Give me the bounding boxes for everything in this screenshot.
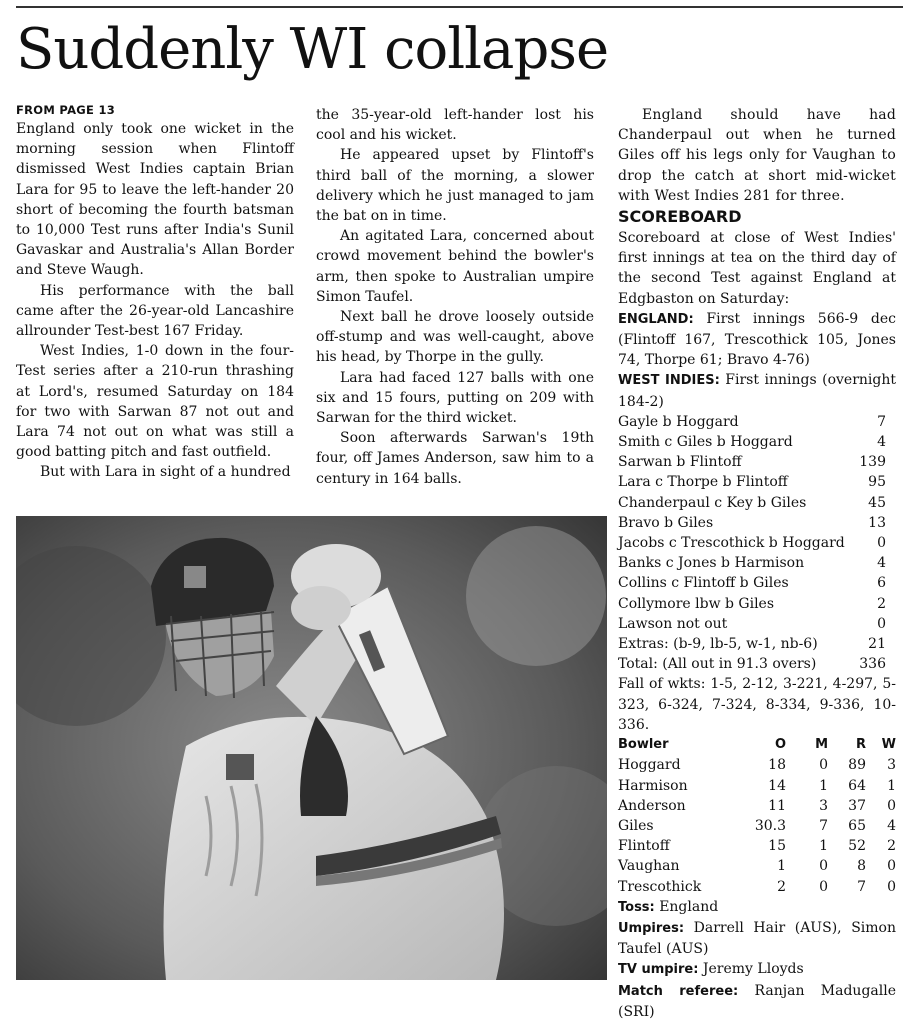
paragraph: But with Lara in sight of a hundred [40, 464, 291, 481]
paragraph: West Indies, 1-0 down in the four-Test series after a 210-run thrashing at Lord's, resumed Saturday on 184 for two with Sarwan 87 not out and Lara 74 not out on what was still a good batting pitch and fast outfield. [16, 343, 294, 461]
paragraph: His performance with the ball came after the 26-year-old Lancashire allrounder Test-best 167 Friday. [16, 282, 294, 340]
match-referee-line [618, 981, 896, 1022]
paragraph: Lara had faced 127 balls with one six and 15 fours, putting on 209 with Sarwan for the third wicket. [316, 369, 594, 427]
article-column-2 [316, 105, 594, 489]
overs: 30.3 [754, 817, 786, 834]
runs: 21 [868, 636, 886, 653]
maidens: 0 [819, 878, 828, 895]
toss-value: England [654, 898, 719, 915]
tv-umpire-value: Jeremy Lloyds [698, 961, 804, 978]
runs: 6 [877, 575, 886, 592]
overs: 2 [777, 878, 786, 895]
maidens-header: M [815, 737, 828, 753]
paragraph: England should have had Chanderpaul out when he turned Giles off his legs only for Vaughan to drop the catch at short mid-wicket with West Indies 281 for three. [618, 107, 896, 204]
scoreboard-title: SCOREBOARD [618, 207, 742, 227]
england-label: ENGLAND: [618, 311, 694, 327]
runs: 0 [877, 535, 886, 552]
batsman-dismissal: Gayle b Hoggard [618, 413, 739, 430]
toss-line [618, 897, 896, 918]
article-column-1 [16, 103, 294, 483]
batting-row [618, 472, 896, 492]
runs-conceded: 7 [857, 878, 866, 895]
overs: 11 [768, 797, 786, 814]
article-column-3 [618, 105, 896, 1022]
paragraph: Next ball he drove loosely outside off-stump and was well-caught, above his head, by Thorpe in the gully. [316, 309, 594, 366]
maidens: 7 [819, 817, 828, 834]
wickets: 0 [887, 797, 896, 814]
wickets: 1 [887, 777, 896, 794]
runs-conceded: 89 [848, 757, 866, 774]
batsman-photo [16, 516, 607, 980]
batsman-dismissal: Extras: (b-9, lb-5, w-1, nb-6) [618, 636, 818, 653]
runs: 336 [859, 656, 886, 673]
fall-of-wickets: Fall of wkts: 1-5, 2-12, 3-221, 4-297, 5-323, 6-324, 7-324, 8-334, 9-336, 10-336. [618, 676, 896, 733]
bowler-header: Bowler [618, 737, 669, 753]
west-indies-label: WEST INDIES: [618, 373, 720, 389]
england-text: First innings 566-9 dec (Flintoff 167, Trescothick 105, Jones 74, Thorpe 61; Bravo 4-76) [618, 310, 896, 369]
batting-row [618, 533, 896, 553]
batsman-dismissal: Chanderpaul c Key b Giles [618, 494, 807, 511]
runs: 4 [877, 434, 886, 451]
maidens: 1 [819, 777, 828, 794]
west-indies-text: First innings (overnight 184-2) [618, 372, 897, 410]
batting-row [618, 452, 896, 472]
overs: 15 [768, 838, 786, 855]
umpires-label: Umpires: [618, 920, 685, 936]
batting-row [618, 573, 896, 593]
bowling-table [618, 735, 896, 897]
runs-header: R [855, 737, 866, 753]
england-innings [618, 309, 896, 371]
runs-conceded: 64 [848, 777, 866, 794]
runs-conceded: 52 [848, 838, 866, 855]
batting-row [618, 553, 896, 573]
batsman-dismissal: Smith c Giles b Hoggard [618, 434, 793, 451]
runs: 2 [877, 595, 886, 612]
batting-row [618, 594, 896, 614]
wickets: 2 [887, 838, 896, 855]
tv-umpire-label: TV umpire: [618, 962, 699, 978]
paragraph: He appeared upset by Flintoff's third ball of the morning, a slower delivery which he just managed to jam the bat on in time. [316, 147, 594, 225]
runs: 7 [877, 413, 886, 430]
paragraph: England only took one wicket in the morning session when Flintoff dismissed West Indies captain Brian Lara for 95 to leave the left-hander 20 short of becoming the fourth batsman to 10,000 Test runs after India's Sunil Gavaskar and Australia's Allan Border and Steve Waugh. [16, 121, 294, 279]
match-referee-label: Match referee: [618, 983, 739, 999]
umpires-line [618, 918, 896, 959]
runs: 95 [868, 474, 886, 491]
bowler-name: Flintoff [618, 838, 670, 855]
runs-conceded: 65 [848, 817, 866, 834]
batsman-dismissal: Banks c Jones b Harmison [618, 555, 805, 572]
batsman-dismissal: Jacobs c Trescothick b Hoggard [618, 535, 845, 552]
bowler-name: Hoggard [618, 757, 681, 774]
kicker: FROM PAGE 13 [16, 103, 116, 117]
wickets: 3 [887, 757, 896, 774]
overs-header: O [774, 737, 786, 753]
batting-row [618, 493, 896, 513]
top-rule [16, 6, 903, 8]
runs: 13 [868, 514, 886, 531]
batting-row [618, 614, 896, 634]
bowler-name: Anderson [618, 797, 686, 814]
headline: Suddenly WI collapse [16, 17, 609, 82]
overs: 14 [768, 777, 786, 794]
runs: 4 [877, 555, 886, 572]
batsman-dismissal: Collins c Flintoff b Giles [618, 575, 789, 592]
runs: 0 [877, 615, 886, 632]
scoreboard-intro: Scoreboard at close of West Indies' first innings at tea on the third day of the second Test against England at Edgbaston on Saturday: [618, 230, 896, 307]
paragraph: the 35-year-old left-hander lost his cool and his wicket. [316, 107, 594, 144]
wickets: 0 [887, 858, 896, 875]
bowler-name: Trescothick [618, 878, 702, 895]
maidens: 0 [819, 757, 828, 774]
overs: 18 [768, 757, 786, 774]
batting-row [618, 654, 896, 674]
batting-row [618, 432, 896, 452]
bowler-name: Vaughan [618, 858, 680, 875]
batting-row [618, 412, 896, 432]
bowler-name: Harmison [618, 777, 688, 794]
batsman-dismissal: Bravo b Giles [618, 514, 714, 531]
wickets-header: W [881, 737, 896, 753]
batsman-dismissal: Lara c Thorpe b Flintoff [618, 474, 788, 491]
batting-row [618, 634, 896, 654]
batsman-dismissal: Collymore lbw b Giles [618, 595, 775, 612]
umpires-value: Darrell Hair (AUS), Simon Taufel (AUS) [618, 919, 896, 958]
west-indies-innings [618, 370, 896, 411]
match-referee-value: Ranjan Madugalle (SRI) [618, 982, 897, 1020]
paragraph: An agitated Lara, concerned about crowd movement behind the bowler's arm, then spoke to Australian umpire Simon Taufel. [316, 228, 594, 305]
overs: 1 [777, 858, 786, 875]
batting-list [618, 412, 896, 675]
maidens: 3 [819, 797, 828, 814]
runs-conceded: 8 [857, 858, 866, 875]
bowler-name: Giles [618, 817, 654, 834]
wickets: 4 [887, 817, 896, 834]
toss-label: Toss: [618, 899, 655, 915]
runs: 45 [868, 494, 886, 511]
runs: 139 [859, 454, 886, 471]
runs-conceded: 37 [848, 797, 866, 814]
tv-umpire-line [618, 959, 896, 980]
batsman-dismissal: Lawson not out [618, 615, 728, 632]
maidens: 0 [819, 858, 828, 875]
batting-row [618, 513, 896, 533]
batsman-dismissal: Total: (All out in 91.3 overs) [618, 656, 817, 673]
batsman-dismissal: Sarwan b Flintoff [618, 454, 742, 471]
maidens: 1 [819, 838, 828, 855]
wickets: 0 [887, 878, 896, 895]
paragraph: Soon afterwards Sarwan's 19th four, off James Anderson, saw him to a century in 164 balls. [316, 430, 594, 487]
